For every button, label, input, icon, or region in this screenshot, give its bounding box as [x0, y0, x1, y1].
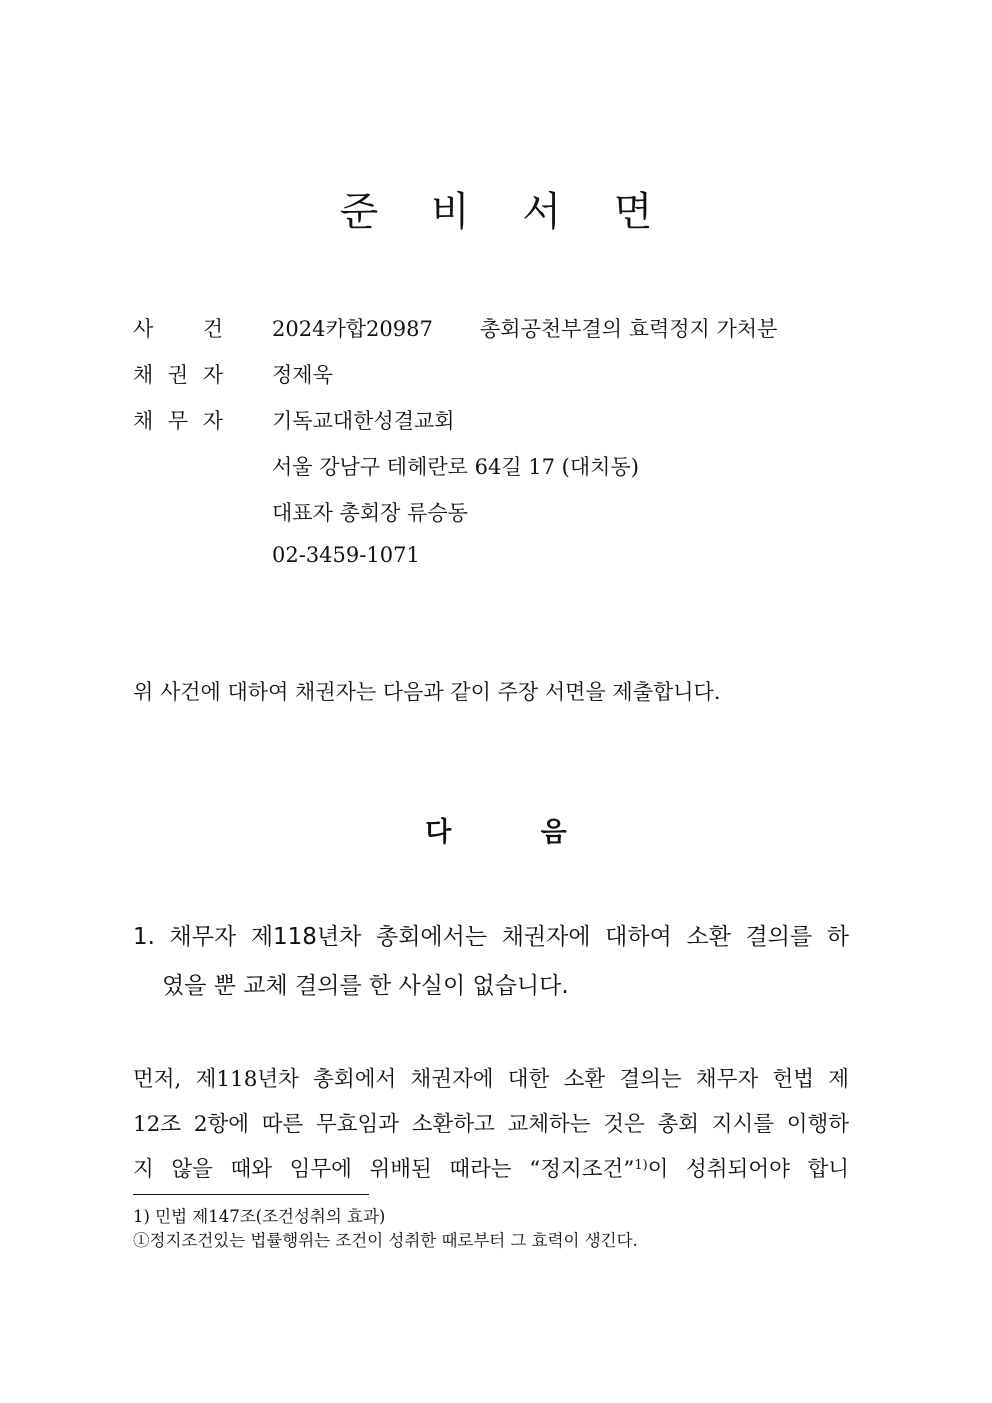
debtor-label	[133, 405, 223, 435]
creditor-label-char: 권	[167, 363, 189, 387]
intro-statement: 위 사건에 대하여 채권자는 다음과 같이 주장 서면을 제출합니다.	[133, 680, 721, 704]
paragraph-line3-before: 지 않을 때와 임무에 위배된 때라는 “정지조건”	[133, 1157, 635, 1182]
section1-line1: 1. 채무자 제118년차 총회에서는 채권자에 대하여 소환 결의를 하	[133, 924, 849, 950]
creditor-label-char: 채	[133, 363, 154, 387]
paragraph-line2: 12조 2항에 따른 무효임과 소환하고 교체하는 것은 총회 지시를 이행하	[133, 1112, 849, 1137]
section-heading: 다 음	[425, 817, 607, 848]
paragraph-line1: 먼저, 제118년차 총회에서 채권자에 대한 소환 결의는 채무자 헌법 제	[133, 1067, 849, 1092]
debtor-name: 기독교대한성결교회	[272, 409, 455, 433]
creditor-label-char: 자	[202, 363, 223, 387]
case-number: 2024카합20987	[272, 317, 433, 341]
paragraph-line3	[133, 1152, 849, 1183]
debtor-label-char: 자	[202, 409, 223, 433]
case-name: 총회공천부결의 효력정지 가처분	[480, 317, 778, 341]
paragraph-line3-after: 이 성취되어야 합니	[647, 1157, 849, 1182]
case-label-char: 건	[202, 317, 223, 341]
footnote-separator	[133, 1194, 369, 1195]
debtor-label-char: 무	[167, 409, 189, 433]
footnote-ref[interactable]: 1)	[634, 1158, 648, 1173]
debtor-phone: 02-3459-1071	[272, 543, 420, 567]
debtor-address: 서울 강남구 테헤란로 64길 17 (대치동)	[272, 455, 639, 479]
footnote-line1: 1) 민법 제147조(조건성취의 효과)	[133, 1207, 386, 1226]
creditor-name: 정제욱	[272, 363, 333, 387]
case-label-char: 사	[133, 317, 154, 341]
creditor-label	[133, 359, 223, 389]
debtor-representative: 대표자 총회장 류승동	[272, 501, 468, 525]
footnote-line2: ①정지조건있는 법률행위는 조건이 성취한 때로부터 그 효력이 생긴다.	[133, 1231, 638, 1250]
debtor-label-char: 채	[133, 409, 154, 433]
case-label	[133, 313, 223, 343]
section1-line2: 였을 뿐 교체 결의를 한 사실이 없습니다.	[162, 973, 569, 999]
document-title: 준 비 서 면	[339, 189, 673, 235]
